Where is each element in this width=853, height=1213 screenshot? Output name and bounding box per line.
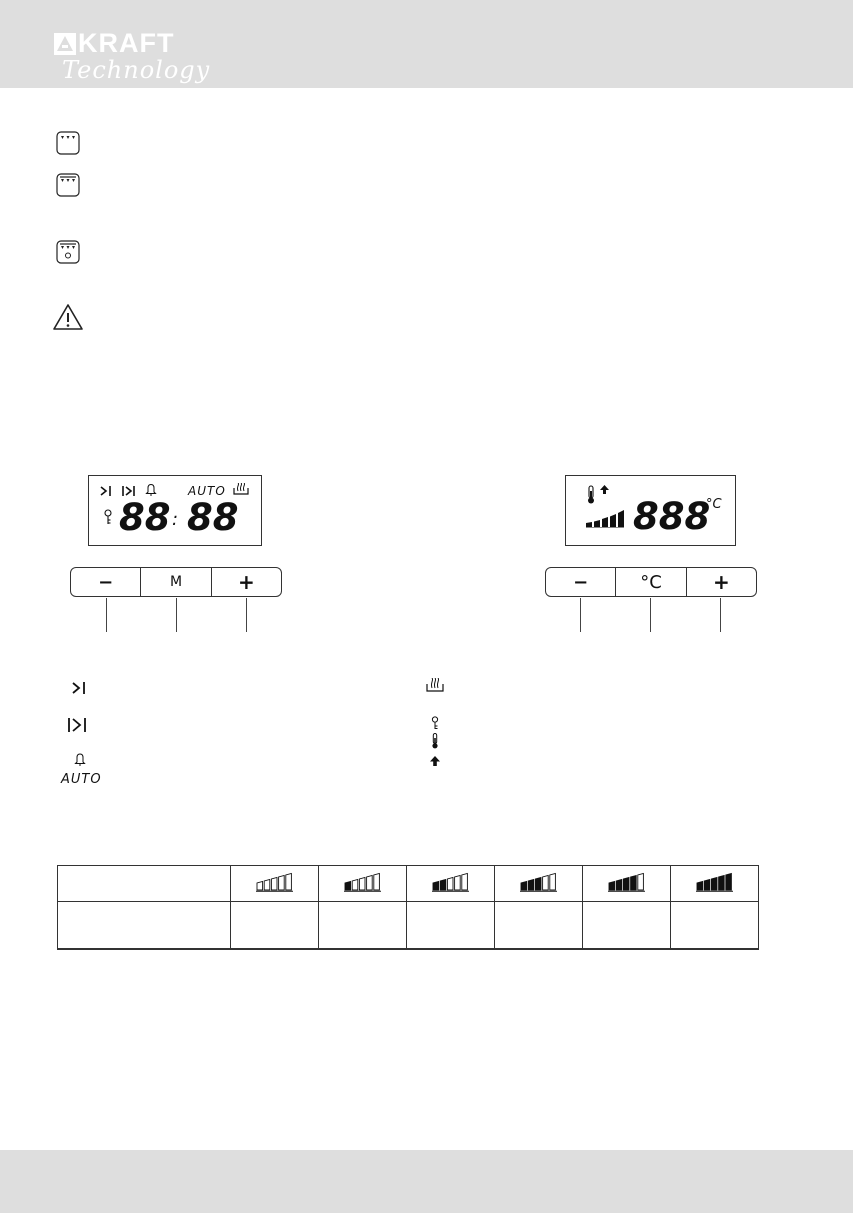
temperature-unit: °C bbox=[706, 497, 722, 512]
callout-line bbox=[176, 598, 177, 632]
arrow-up-icon bbox=[430, 756, 440, 766]
logo-mark-icon bbox=[54, 33, 76, 55]
power-level-4-icon bbox=[519, 872, 559, 892]
end-time-icon bbox=[67, 717, 89, 733]
temperature-display bbox=[565, 475, 736, 546]
table-cell bbox=[495, 866, 583, 902]
logo-word: KRAFT bbox=[78, 28, 175, 58]
temperature-button-bar bbox=[545, 567, 757, 597]
power-level-3-icon bbox=[431, 872, 471, 892]
timer-minus-button[interactable]: − bbox=[71, 568, 141, 596]
table-cell bbox=[58, 902, 231, 950]
oven-grill-icon bbox=[56, 173, 80, 197]
bell-icon bbox=[145, 483, 157, 496]
power-level-5-icon bbox=[607, 872, 647, 892]
table-cell bbox=[231, 866, 319, 902]
duration-icon bbox=[99, 485, 113, 497]
callout-line bbox=[650, 598, 651, 632]
temperature-digits: 888 bbox=[633, 495, 711, 538]
table-cell bbox=[407, 866, 495, 902]
table-cell bbox=[671, 866, 759, 902]
table-cell bbox=[583, 866, 671, 902]
arrow-up-icon bbox=[600, 485, 609, 494]
header-band bbox=[0, 0, 853, 88]
table-cell bbox=[407, 902, 495, 950]
heating-icon bbox=[233, 483, 249, 496]
temperature-plus-button[interactable]: + bbox=[712, 570, 730, 594]
callout-line bbox=[720, 598, 721, 632]
footer-band bbox=[0, 1150, 853, 1213]
auto-indicator: AUTO bbox=[188, 484, 226, 498]
thermometer-icon bbox=[431, 733, 439, 749]
power-level-2-icon bbox=[343, 872, 383, 892]
key-lock-icon bbox=[103, 509, 113, 525]
oven-grill-fan-icon bbox=[56, 240, 80, 264]
table-cell bbox=[671, 902, 759, 950]
timer-mode-button[interactable]: M bbox=[141, 568, 211, 596]
duration-icon bbox=[70, 681, 88, 695]
logo-script: Technology bbox=[62, 56, 211, 84]
timer-button-bar bbox=[70, 567, 282, 597]
table-row bbox=[58, 902, 759, 950]
bell-icon bbox=[74, 752, 86, 766]
table-cell bbox=[495, 902, 583, 950]
table-cell bbox=[231, 902, 319, 950]
timer-minutes: 88 bbox=[187, 496, 239, 539]
callout-line bbox=[106, 598, 107, 632]
heating-icon bbox=[426, 678, 444, 693]
table-cell bbox=[58, 866, 231, 902]
temperature-minus-button[interactable]: − bbox=[546, 568, 616, 596]
timer-plus-button[interactable]: + bbox=[237, 570, 255, 594]
table-row bbox=[58, 866, 759, 902]
key-lock-icon bbox=[431, 716, 439, 730]
auto-legend-label: AUTO bbox=[61, 772, 102, 787]
celsius-button[interactable]: °C bbox=[616, 568, 686, 596]
power-level-table bbox=[57, 865, 759, 950]
oven-top-heat-icon bbox=[56, 131, 80, 155]
timer-hours: 88 bbox=[119, 496, 171, 539]
callout-line bbox=[246, 598, 247, 632]
timer-display bbox=[88, 475, 262, 546]
warning-triangle-icon bbox=[52, 303, 84, 331]
table-cell bbox=[319, 866, 407, 902]
table-cell bbox=[319, 902, 407, 950]
power-level-6-icon bbox=[695, 872, 735, 892]
thermometer-icon bbox=[586, 485, 596, 505]
table-cell bbox=[583, 902, 671, 950]
power-level-bars-icon bbox=[586, 508, 626, 528]
power-level-1-icon bbox=[255, 872, 295, 892]
callout-line bbox=[580, 598, 581, 632]
timer-colon: : bbox=[172, 509, 179, 530]
